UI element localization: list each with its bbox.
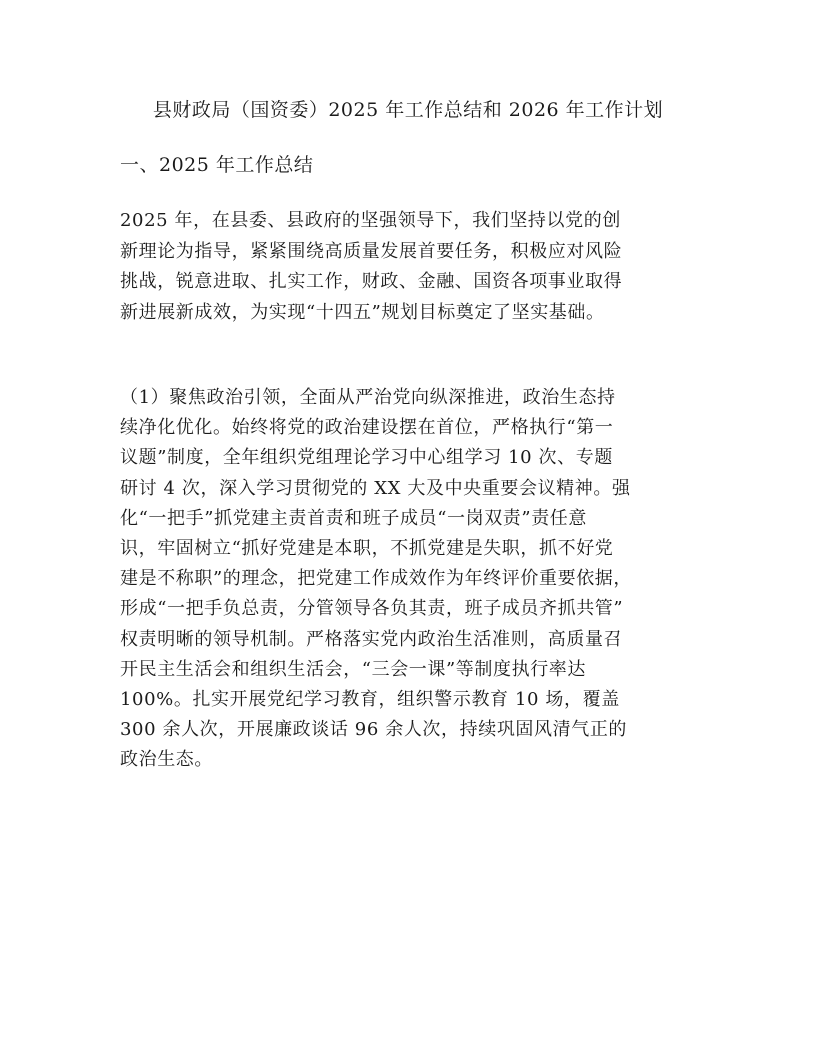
paragraph-line: 权责明晰的领导机制。严格落实党内政治生活准则，高质量召 [120, 628, 623, 650]
paragraph-line: 新理论为指导，紧紧围绕高质量发展首要任务，积极应对风险 [120, 240, 623, 262]
paragraph-line: （1）聚焦政治引领，全面从严治党向纵深推进，政治生态持 [120, 387, 616, 408]
paragraph-line: 挑战，锐意进取、扎实工作，财政、金融、国资各项事业取得 [120, 271, 623, 292]
paragraph-political-guidance [120, 383, 632, 775]
paragraph-line: 续净化优化。始终将党的政治建设摆在首位，严格执行“第一 [120, 417, 614, 439]
paragraph-line: 形成“一把手负总责，分管领导各负其责，班子成员齐抓共管” [120, 598, 624, 620]
document-title: 县财政局（国资委）2025 年工作总结和 2026 年工作计划 [152, 99, 664, 121]
paragraph-line: 化“一把手”抓党建主责首责和班子成员“一岗双责”责任意 [120, 507, 588, 529]
paragraph-line: 研讨 4 次，深入学习贯彻党的 XX 大及中央重要会议精神。强 [120, 477, 631, 499]
paragraph-line: 100%。扎实开展党纪学习教育，组织警示教育 10 场，覆盖 [120, 688, 620, 710]
paragraph-line: 建是不称职”的理念，把党建工作成效作为年终评价重要依据， [120, 568, 632, 590]
paragraph-summary [120, 206, 622, 328]
paragraph-line: 识，牢固树立“抓好党建是本职，不抓党建是失职，抓不好党 [120, 537, 614, 559]
section-heading: 一、2025 年工作总结 [120, 154, 314, 176]
paragraph-line: 政治生态。 [120, 749, 213, 771]
paragraph-line: 开民主生活会和组织生活会，“三会一课”等制度执行率达 [120, 658, 587, 680]
paragraph-line: 2025 年，在县委、县政府的坚强领导下，我们坚持以党的创 [120, 210, 621, 231]
paragraph-line: 议题”制度，全年组织党组理论学习中心组学习 10 次、专题 [120, 447, 613, 469]
paragraph-line: 300 余人次，开展廉政谈话 96 余人次，持续巩固风清气正的 [120, 719, 628, 741]
paragraph-line: 新进展新成效，为实现“十四五”规划目标奠定了坚实基础。 [120, 301, 605, 323]
